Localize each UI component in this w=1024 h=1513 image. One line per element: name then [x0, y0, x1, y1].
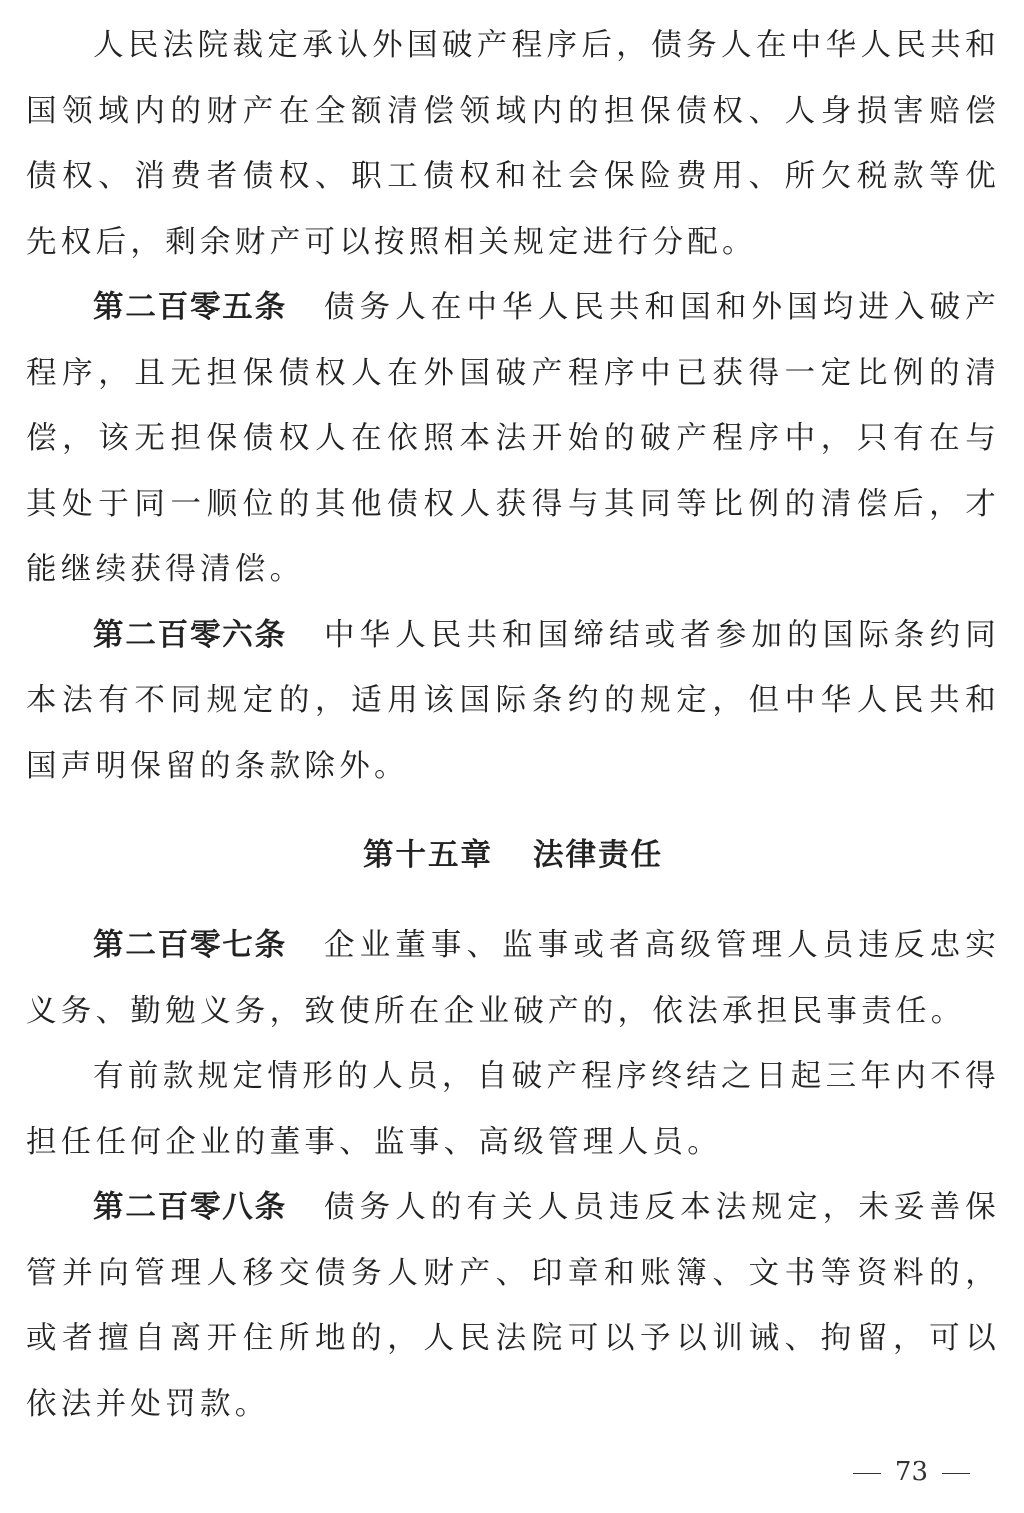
article-208: [26, 1175, 1000, 1437]
paragraph-disqualification: [26, 1044, 1000, 1175]
article-heading: 第二百零八条: [93, 1190, 287, 1225]
paragraph-recognition-distribution: [26, 13, 1000, 275]
article-text: 债务人在中华人民共和国和外国均进入破产程序，且无担保债权人在外国破产程序中已获得一定比例的清偿，该无担保债权人在依照本法开始的破产程序中，只有在与其处于同一顺位的其他债权人获得与其同等比例的清偿后，才能继续获得清偿。: [26, 290, 1000, 587]
article-heading: 第二百零七条: [93, 928, 287, 963]
article-text: 企业董事、监事或者高级管理人员违反忠实义务、勤勉义务，致使所在企业破产的，依法承担民事责任。: [26, 928, 1000, 1029]
article-text: 中华人民共和国缔结或者参加的国际条约同本法有不同规定的，适用该国际条约的规定，但中华人民共和国声明保留的条款除外。: [26, 617, 1000, 784]
article-heading: 第二百零六条: [93, 617, 287, 653]
chapter-number: 第十五章: [363, 838, 493, 873]
chapter-title: 法律责任: [533, 838, 663, 873]
paragraph-text: 人民法院裁定承认外国破产程序后，债务人在中华人民共和国领域内的财产在全额清偿领域内的担保债权、人身损害赔偿债权、消费者债权、职工债权和社会保险费用、所欠税款等优先权后，剩余财产可以按照相关规定进行分配。: [26, 28, 1000, 260]
article-206: [26, 603, 1000, 800]
footer-dash-left: [853, 1473, 881, 1474]
article-heading: 第二百零五条: [93, 290, 287, 325]
article-text: 债务人的有关人员违反本法规定，未妥善保管并向管理人移交债务人财产、印章和账簿、文书等资料的，或者擅自离开住所地的，人民法院可以予以训诫、拘留，可以依法并处罚款。: [26, 1190, 1000, 1422]
page-number: 73: [894, 1457, 928, 1487]
article-207: [26, 913, 1000, 1044]
page-footer: [839, 1452, 984, 1492]
chapter-heading: [26, 821, 1000, 891]
article-205: [26, 275, 1000, 603]
document-body: [26, 13, 1000, 1437]
footer-dash-right: [942, 1473, 970, 1474]
paragraph-text: 有前款规定情形的人员，自破产程序终结之日起三年内不得担任任何企业的董事、监事、高级管理人员。: [26, 1059, 1000, 1160]
